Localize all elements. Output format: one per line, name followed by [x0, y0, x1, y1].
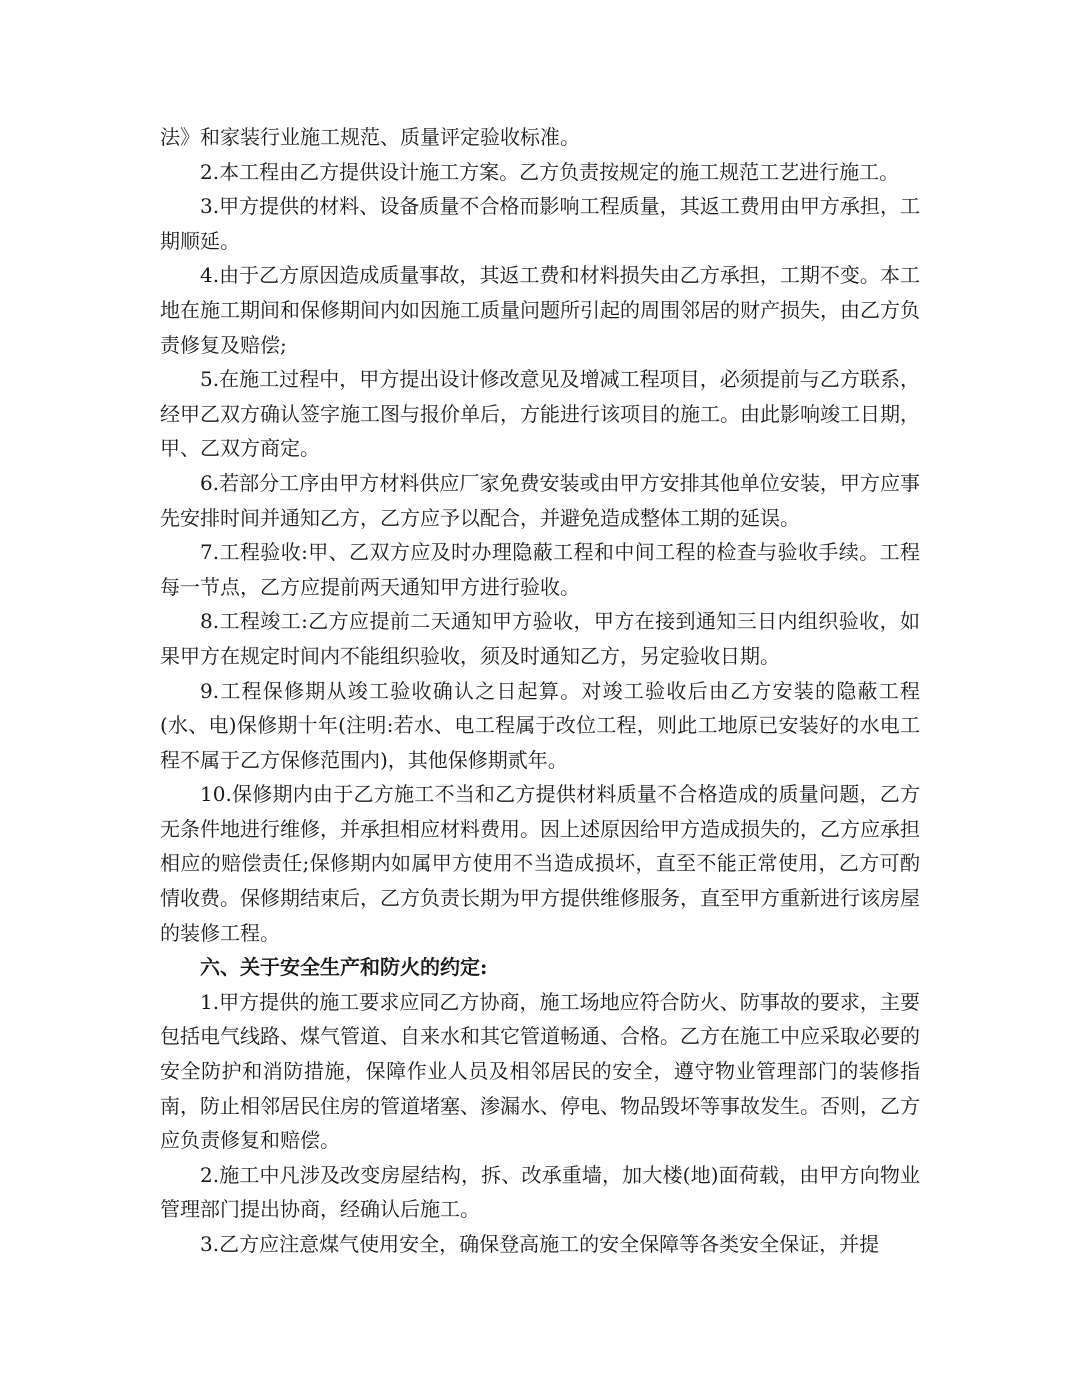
- clause-4: 4.由于乙方原因造成质量事故，其返工费和材料损失由乙方承担，工期不变。本工地在施工期间和保修期间内如因施工质量问题所引起的周围邻居的财产损失，由乙方负责修复及赔偿;: [160, 263, 920, 357]
- document-page: [160, 120, 920, 1262]
- clause-6: 6.若部分工序由甲方材料供应厂家免费安装或由甲方安排其他单位安装，甲方应事先安排时间并通知乙方，乙方应予以配合，并避免造成整体工期的延误。: [160, 470, 920, 530]
- clause-10: 10.保修期内由于乙方施工不当和乙方提供材料质量不合格造成的质量问题，乙方无条件地进行维修，并承担相应材料费用。因上述原因给甲方造成损失的，乙方应承担相应的赔偿责任;保修期内如属甲方使用不当造成损坏，直至不能正常使用，乙方可酌情收费。保修期结束后，乙方负责长期为甲方提供维修服务，直至甲方重新进行该房屋的装修工程。: [160, 782, 920, 945]
- clause-8: 8.工程竣工:乙方应提前二天通知甲方验收，甲方在接到通知三日内组织验收，如果甲方在规定时间内不能组织验收，须及时通知乙方，另定验收日期。: [160, 609, 920, 668]
- clause-3: 3.甲方提供的材料、设备质量不合格而影响工程质量，其返工费用由甲方承担，工期顺延。: [160, 194, 920, 253]
- safety-clause-3: 3.乙方应注意煤气使用安全，确保登高施工的安全保障等各类安全保证，并提: [200, 1232, 880, 1256]
- clause-9: 9.工程保修期从竣工验收确认之日起算。对竣工验收后由乙方安装的隐蔽工程(水、电)保修期十年(注明:若水、电工程属于改位工程，则此工地原已安装好的水电工程不属于乙方保修范围内)，其他保修期贰年。: [160, 678, 920, 772]
- paragraph-continuation: 法》和家装行业施工规范、质量评定验收标准。: [160, 125, 580, 149]
- section-heading-safety: 六、关于安全生产和防火的约定:: [200, 955, 488, 980]
- clause-5: 5.在施工过程中，甲方提出设计修改意见及增减工程项目，必须提前与乙方联系，经甲乙双方确认签字施工图与报价单后，方能进行该项目的施工。由此影响竣工日期，甲、乙双方商定。: [160, 367, 920, 461]
- safety-clause-2: 2.施工中凡涉及改变房屋结构，拆、改承重墙，加大楼(地)面荷载，由甲方向物业管理部门提出协商，经确认后施工。: [160, 1162, 920, 1222]
- clause-7: 7.工程验收:甲、乙双方应及时办理隐蔽工程和中间工程的检查与验收手续。工程每一节点，乙方应提前两天通知甲方进行验收。: [160, 540, 920, 599]
- safety-clause-1: 1.甲方提供的施工要求应同乙方协商，施工场地应符合防火、防事故的要求，主要包括电气线路、煤气管道、自来水和其它管道畅通、合格。乙方在施工中应采取必要的安全防护和消防措施，保障作业人员及相邻居民的安全，遵守物业管理部门的装修指南，防止相邻居民住房的管道堵塞、渗漏水、停电、物品毁坏等事故发生。否则，乙方应负责修复和赔偿。: [160, 989, 920, 1153]
- clause-2: 2.本工程由乙方提供设计施工方案。乙方负责按规定的施工规范工艺进行施工。: [200, 159, 900, 184]
